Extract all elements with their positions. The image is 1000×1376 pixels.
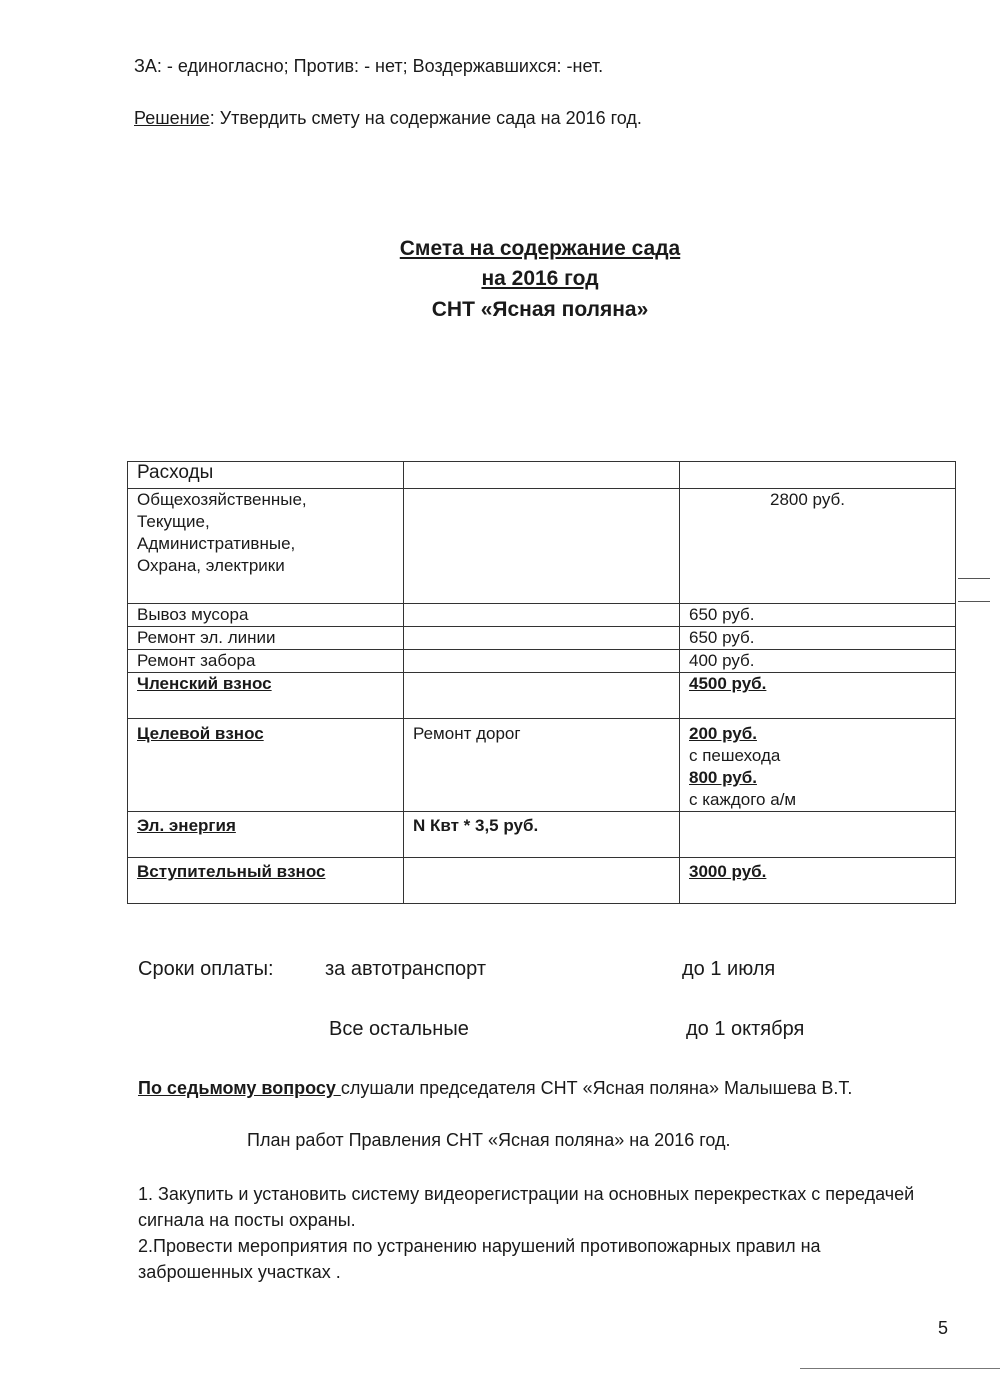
vote-result: ЗА: - единогласно; Против: - нет; Воздержавшихся: -нет.: [134, 56, 604, 76]
decision-label: Решение: [134, 108, 210, 128]
table-row: [128, 858, 956, 904]
payment-term-item: за автотранспорт: [325, 958, 487, 980]
seventh-question-label: По седьмому вопросу: [138, 1078, 341, 1098]
pedestrian-amount: 200 руб.: [689, 724, 757, 743]
general-expenses-label: [128, 489, 404, 604]
membership-fee-label: [128, 673, 404, 719]
general-line: Текущие,: [137, 512, 210, 531]
energy-text: Эл. энергия: [137, 816, 236, 835]
plan-list: [138, 1181, 918, 1285]
seventh-question: [138, 1078, 852, 1099]
plan-item: 2.Провести мероприятия по устранению нарушений противопожарных правил на заброшенных участках .: [138, 1236, 821, 1282]
empty-cell: [404, 858, 680, 904]
payment-term-date: до 1 июля: [682, 958, 776, 980]
target-fee-text: Целевой взнос: [137, 724, 264, 743]
row-label: Вывоз мусора: [128, 604, 404, 627]
table-row: [128, 604, 956, 627]
row-label: Ремонт забора: [128, 650, 404, 673]
budget-table: [127, 461, 956, 904]
table-row: [128, 650, 956, 673]
estimate-title: Смета на содержание сада: [399, 237, 681, 260]
energy-label: [128, 812, 404, 858]
empty-cell: [404, 462, 680, 489]
scan-artifact-line: [958, 601, 990, 602]
empty-cell: [680, 812, 956, 858]
decision-line: [134, 108, 642, 129]
target-fee-label: [128, 719, 404, 812]
table-row: [128, 489, 956, 604]
plan-title: План работ Правления СНТ «Ясная поляна» на 2016 год.: [247, 1130, 731, 1150]
entry-fee-value: 3000 руб.: [689, 862, 767, 881]
entry-fee-text: Вступительный взнос: [137, 862, 326, 881]
table-row: [128, 627, 956, 650]
entry-fee-amount: [680, 858, 956, 904]
row-amount: 650 руб.: [680, 627, 956, 650]
payment-term-date: до 1 октября: [686, 1018, 805, 1040]
empty-cell: [404, 604, 680, 627]
payment-terms-label: Сроки оплаты:: [138, 958, 274, 980]
vehicle-amount: 800 руб.: [689, 768, 757, 787]
row-amount: 400 руб.: [680, 650, 956, 673]
general-expenses-amount: 2800 руб.: [680, 489, 956, 604]
membership-fee-text: Членский взнос: [137, 674, 272, 693]
target-fee-purpose: Ремонт дорог: [404, 719, 680, 812]
pedestrian-note: с пешехода: [689, 746, 781, 765]
organization-name: СНТ «Ясная поляна»: [431, 298, 649, 321]
empty-cell: [404, 673, 680, 719]
decision-text: : Утвердить смету на содержание сада на 2016 год.: [209, 108, 642, 128]
general-line: Охрана, электрики: [137, 556, 285, 575]
plan-item: 1. Закупить и установить систему видеорегистрации на основных перекрестках с передачей сигнала на посты охраны.: [138, 1184, 915, 1230]
estimate-year: на 2016 год: [481, 267, 599, 290]
table-row: [128, 719, 956, 812]
general-line: Общехозяйственные,: [137, 490, 307, 509]
payment-term-item: Все остальные: [329, 1018, 469, 1040]
scan-edge-line: [800, 1368, 1000, 1369]
general-line: Административные,: [137, 534, 296, 553]
row-amount: 650 руб.: [680, 604, 956, 627]
table-row: [128, 462, 956, 489]
page-number: 5: [938, 1318, 949, 1338]
row-label: Ремонт эл. линии: [128, 627, 404, 650]
empty-cell: [404, 650, 680, 673]
energy-formula: N Квт * 3,5 руб.: [404, 812, 680, 858]
empty-cell: [404, 627, 680, 650]
vehicle-note: с каждого а/м: [689, 790, 797, 809]
expenses-header: Расходы: [128, 462, 404, 489]
membership-fee-amount: [680, 673, 956, 719]
table-row: [128, 812, 956, 858]
entry-fee-label: [128, 858, 404, 904]
empty-cell: [404, 489, 680, 604]
empty-cell: [680, 462, 956, 489]
target-fee-amounts: [680, 719, 956, 812]
table-row: [128, 673, 956, 719]
scan-artifact-line: [958, 578, 990, 579]
seventh-question-text: слушали председателя СНТ «Ясная поляна» Малышева В.Т.: [340, 1078, 853, 1098]
membership-fee-value: 4500 руб.: [689, 674, 767, 693]
